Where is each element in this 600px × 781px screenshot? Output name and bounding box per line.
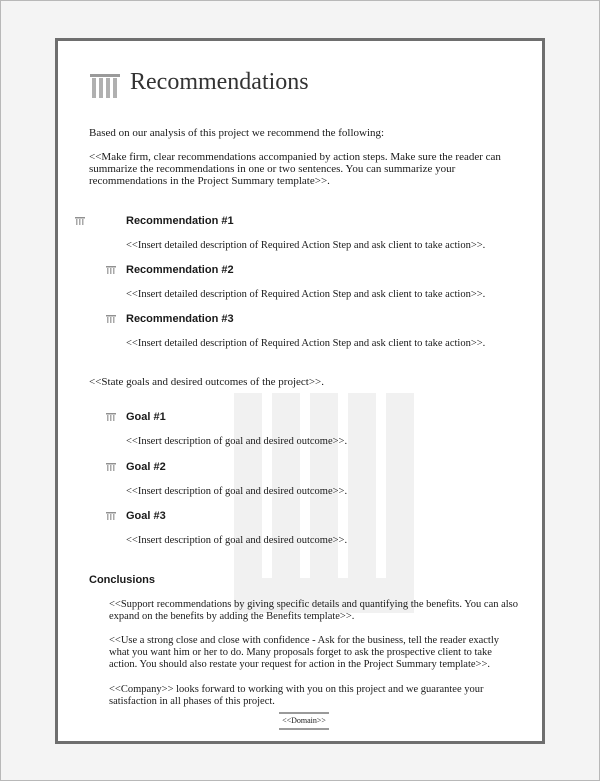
page-title: Recommendations (130, 69, 309, 95)
recommendation-description: <<Insert detailed description of Required Action Step and ask client to take action>>. (126, 240, 486, 251)
intro-text: Based on our analysis of this project we recommend the following: (89, 127, 385, 139)
conclusion-paragraph: <<Support recommendations by giving specific details and quantifying the benefits. You can also expand on the benefits by adding the Benefits template>>. (109, 599, 519, 622)
goal-heading: Goal #3 (126, 510, 166, 522)
goal-description: <<Insert description of goal and desired outcome>>. (126, 436, 348, 447)
footer-rule (279, 728, 329, 730)
small-columns-icon (106, 315, 116, 323)
conclusion-paragraph: <<Use a strong close and close with confidence - Ask for the business, tell the reader exactly what you want him or her to do. Many proposals forget to ask the prospective client to take action. You should also restate your request for action in the Project Summary template>>. (109, 635, 500, 670)
recommendation-heading: Recommendation #3 (126, 313, 234, 325)
columns-watermark-icon (234, 393, 414, 673)
goal-heading: Goal #1 (126, 411, 166, 423)
recommendation-heading: Recommendation #1 (126, 215, 234, 227)
small-columns-icon (75, 217, 85, 225)
document-page (55, 38, 545, 744)
recommendation-heading: Recommendation #2 (126, 264, 234, 276)
goal-description: <<Insert description of goal and desired outcome>>. (126, 486, 348, 497)
small-columns-icon (106, 266, 116, 274)
conclusions-heading: Conclusions (89, 574, 156, 586)
goals-intro-text: <<State goals and desired outcomes of the project>>. (89, 376, 324, 388)
instruction-text: <<Make firm, clear recommendations accompanied by action steps. Make sure the reader can summarize the recommendations in one or two sentences. You can summarize your recommendations in the Project Summary template>>. (89, 151, 501, 187)
footer-rule (279, 712, 329, 714)
small-columns-icon (106, 463, 116, 471)
goal-description: <<Insert description of goal and desired outcome>>. (126, 535, 348, 546)
conclusion-paragraph: <<Company>> looks forward to working with you on this project and we guarantee your satisfaction in all phases of this project. (109, 684, 484, 707)
goal-heading: Goal #2 (126, 461, 166, 473)
small-columns-icon (106, 413, 116, 421)
columns-icon (90, 74, 120, 98)
small-columns-icon (106, 512, 116, 520)
body-content (89, 127, 519, 187)
recommendation-description: <<Insert detailed description of Required Action Step and ask client to take action>>. (126, 289, 486, 300)
recommendation-description: <<Insert detailed description of Required Action Step and ask client to take action>>. (126, 338, 486, 349)
footer-domain: <<Domain>> (282, 716, 326, 725)
